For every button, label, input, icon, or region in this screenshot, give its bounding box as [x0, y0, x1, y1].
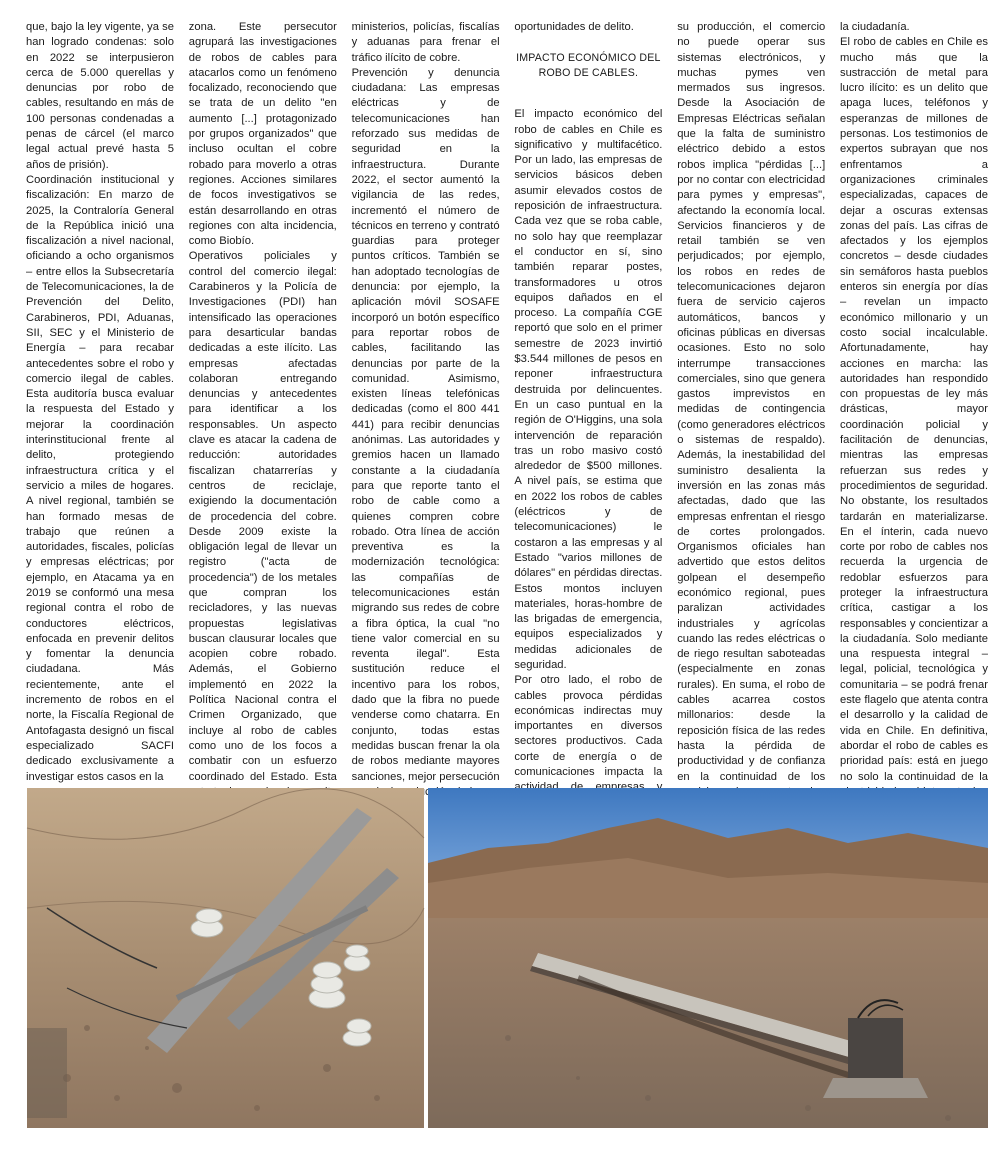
paragraph: zona. Este persecutor agrupará las investigaciones de robos de cables para atacarlos como un fenómeno focalizado, reconociendo que se trata de un delito "en aumento [...] protagonizado por grupos organizados" que incluso ocultan el cobre robado para moverlo a otras regiones. Acciones similares de focos investigativos se están desarrollando en otras regiones con alta incidencia, como Biobío. [188, 21, 337, 248]
article-column-3 [351, 20, 500, 798]
article-columns [26, 20, 988, 798]
photo-fallen-crossarm [27, 788, 424, 1128]
paragraph: su producción, el comercio no puede operar sus sistemas electrónicos, y muchas pymes ven mermados sus ingresos. Desde la Asociación de Empresas Eléctricas señalan que la falta de suministro eléctrico debido a estos robos implica "pérdidas [...] por no contar con electricidad para pymes y empresas", afectando la economía local. Servicios financieros y de retail también se ven perjudicados; por ejemplo, los robos en redes de telecomunicaciones dejaron fuera de servicio cajeros automáticos, bancos y oficinas públicas en diversas ocasiones. Esto no solo interrumpe transacciones comerciales, sino que genera gastos imprevistos en medidas de contingencia (como generadores eléctricos o sistemas de respaldo). Además, la inestabilidad del suministro desalienta la inversión en las zonas más afectadas, dado que las empresas enfrentan el riesgo de cortes prolongados. Organismos oficiales han advertido que estos delitos golpean el desempeño económico regional, pues paralizan actividades industriales y agrícolas cuando las redes eléctricas o de riego resultan saboteadas (especialmente en zonas rurales). En suma, el robo de cables acarrea costos millonarios: desde la reposición física de las redes hasta la pérdida de productividad y de confianza en la continuidad de los [677, 21, 826, 783]
paragraph: Prevención y denuncia ciudadana: Las empresas eléctricas y de telecomunicaciones han reforzado sus medidas de seguridad en la infraestructura. Durante 2022, el sector aumentó la vigilancia de las redes, incrementó el número de técnicos en terreno y contrató guardias para proteger puntos críticos. También se han adoptado tecnologías de denuncia: por ejemplo, la aplicación móvil SOSAFE incorporó un botón específico para reportar robos de cables, facilitando las denuncias por parte de la comunidad. Asimismo, existen líneas telefónicas dedicadas (como el 800 441 441) para recibir denuncias anónimas. Las autoridades y gremios hacen un llamado constante a la ciudadanía para que reporte tanto el robo de cable como a quienes compren cobre robado. Otra línea de acción preventiva es la modernización tecnológica: las compañías de telecomunicaciones están migrando sus redes de cobre a fibra óptica, la cual "no tiene valor comercial en su reventa ilegal". Esta sustitución reduce el incentivo para los robos, dado que la fibra no puede venderse como chatarra. En conjunto, todas estas medidas buscan frenar la ola de robos mediante mayores sanciones, mejor persecución reducción [351, 66, 500, 798]
paragraph: El impacto económico del robo de cables en Chile es significativo y multifacético. Por un lado, las empresas de servicios básicos deben asumir elevados costos de reposición de infraestructura. Cada vez que se roba cable, no solo hay que reemplazar el conductor en sí, sino también reparar postes, transformadores u otros equipos dañados en el proceso. La compañía CGE reportó que solo en el primer semestre de 2023 invirtió $3.544 millones de pesos en reponer infraestructura destruida por delincuentes. En un caso puntual en la región de O'Higgins, una sola intervención de reparación tras un robo masivo costó alrededor de $500 millones. A nivel país, se estima que en 2022 los robos de cables (eléctricos y de telecomunicaciones) le costaron a las empresas y al Estado "varios millones de dólares" en pérdidas directas. Estos montos incluyen materiales, horas-hombre de las brigadas de emergencia, equipos especializados y medidas adicionales de seguridad. [514, 108, 663, 671]
article-column-4 [514, 20, 663, 779]
photo-fallen-pole-desert [428, 788, 988, 1128]
paragraph: ministerios, policías, fiscalías y aduanas para frenar el tráfico ilícito de cobre. [351, 21, 500, 64]
paragraph: Operativos policiales y control del comercio ilegal: Carabineros y la Policía de Investigaciones (PDI) han intensificado las operaciones para desarticular bandas dedicadas a este ilícito. Las empresas afectadas colaboran entregando denuncias y antecedentes para identificar a los responsables. Un aspecto clave es atacar la cadena de reducción: autoridades fiscalizan chatarrerías y centros de reciclaje, exigiendo la documentación de procedencia del cobre. Desde 2009 existe la obligación legal de llevar un registro ("acta de procedencia") de los metales que compran los recicladores, y las nuevas propuestas legislativas buscan clausurar locales que acopien cobre robado. Además, el Gobierno implementó en 2022 la Política Nacional contra el Crimen Organizado, que incluye al robo de cables como uno de los focos a combatir con un esfuerzo coordinado del Estado. Esta [188, 250, 337, 783]
article-column-5 [677, 20, 826, 783]
article-column-6 [839, 20, 988, 783]
article-column-1 [26, 20, 174, 783]
fallen-pole-illustration [428, 788, 988, 1128]
paragraph: Coordinación institucional y fiscalización: En marzo de 2025, la Contraloría General de la República inició una fiscalización a nivel nacional, oficiando a ocho organismos – entre ellos la Subsecretaría de Telecomunicaciones, la de Prevención del Delito, Carabineros, PDI, Aduanas, SII, SEC y el Ministerio de Energía – para recabar antecedentes sobre el robo y comercio ilegal de cables. Esta auditoría busca evaluar la respuesta del Estado y mejorar la coordinación interinstitucional frente al delito, protegiendo infraestructura crítica y el servicio a miles de hogares. A nivel regional, también se han formado mesas de trabajo que reúnen a autoridades, fiscales, policías y empresas eléctricas; por ejemplo, en Atacama ya en 2019 se conformó una mesa regional contra el robo de conductores eléctricos, enfocada en prevenir delitos y fomentar la denuncia ciudadana. Más recientemente, ante el incremento de robos en el norte, la Fiscalía Regional de Antofagasta designó un fiscal especializado SACFI dedicado exclusivamente a investigar estos casos en la [26, 173, 174, 783]
paragraph: oportunidades de delito. [514, 21, 634, 33]
article-column-2 [188, 20, 337, 783]
fallen-crossarm-illustration [27, 788, 424, 1128]
paragraph: El robo de cables en Chile es mucho más que la sustracción de metal para lucro ilícito: es un delito que apaga luces, teléfonos y esperanzas de millones de personas. Los testimonios de expertos subrayan que nos enfrentamos a organizaciones criminales especializadas, capaces de dejar a oscuras extensas zonas del país. Las cifras de afectados y los ejemplos concretos – desde ciudades sin semáforos hasta pueblos enteros sin energía por días – revelan un impacto económico millonario y un costo social incalculable. Afortunadamente, hay acciones en marcha: las autoridades han respondido con propuestas de ley más drásticas, mayor coordinación policial y facilitación de denuncias, mientras las empresas refuerzan sus redes y procedimientos de seguridad. No obstante, los resultados tardarán en materializarse. En el ínterin, cada nuevo corte por robo de cables nos recuerda la urgencia de redoblar esfuerzos para proteger la infraestructura crítica, castigar a los responsables y concientizar a la ciudadanía. Solo mediante una respuesta integral – legal, policial, tecnológica y comunitaria – se podrá frenar este flagelo que atenta contra el desarrollo y la calidad de vida en Chile. En definitiva, abordar el robo de cables es prioridad país: está en juego no solo la continuidad de la [839, 36, 988, 783]
section-heading: IMPACTO ECONÓMICO DEL ROBO DE CABLES. [516, 52, 661, 80]
paragraph: que, bajo la ley vigente, ya se han logrado condenas: solo en 2022 se interpusieron cerca de 5.000 querellas y denuncias por robo de cables, resultando en más de 100 personas condenadas a penas de cárcel (el marco legal actual prevé hasta 5 años de prisión). [26, 21, 174, 171]
paragraph: la ciudadanía. [839, 21, 910, 33]
photo-strip [27, 788, 988, 1128]
paragraph: Por otro lado, el robo de cables provoca pérdidas económicas indirectas muy importantes en diversos sectores productivos. Cada corte de energía o de comunicaciones impacta la [514, 674, 663, 779]
